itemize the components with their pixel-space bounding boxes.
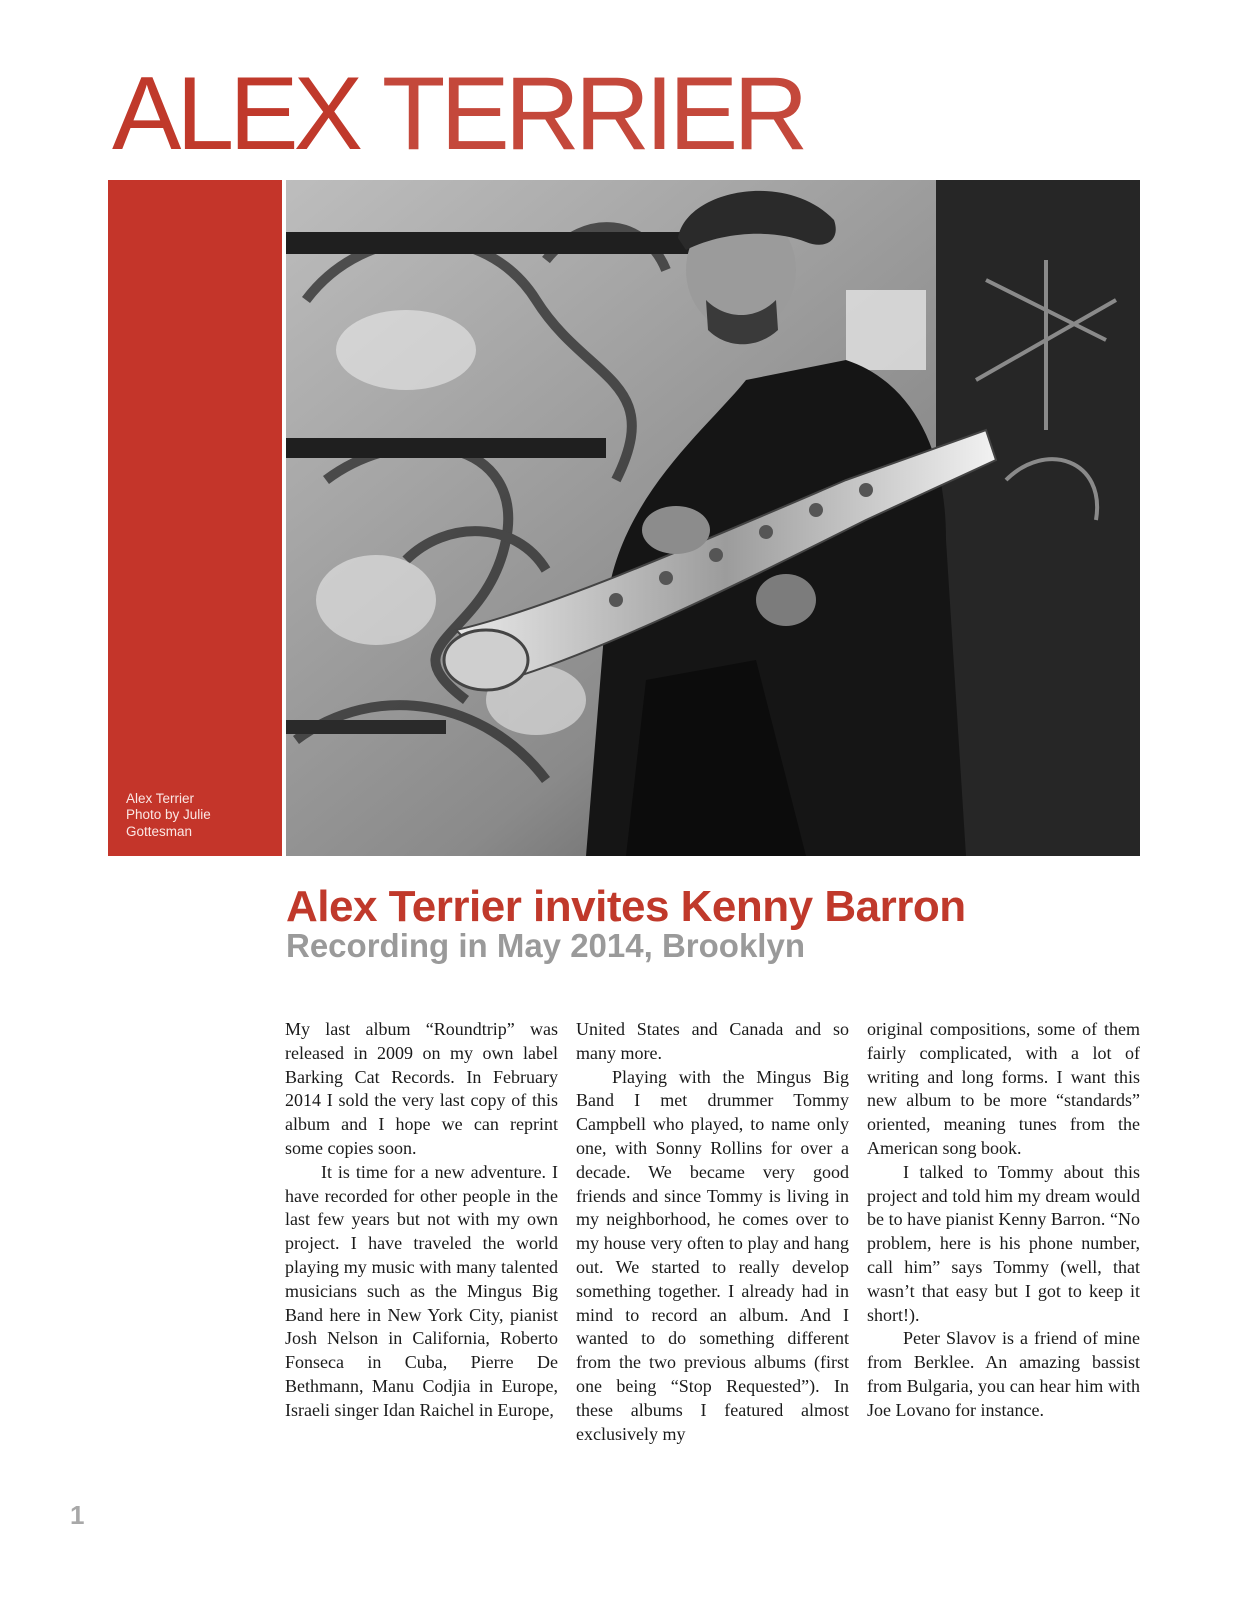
- paragraph: Peter Slavov is a friend of mine from Berklee. An amazing bassist from Bulgaria, you can hear him with Joe Lovano for instance.: [867, 1328, 1140, 1420]
- paragraph: I talked to Tommy about this project and told him my dream would be to have pianist Kenny Barron. “No problem, here is his phone number, call him” says Tommy (well, that wasn’t that easy but I got to keep it short!).: [867, 1161, 1140, 1325]
- paragraph: Playing with the Mingus Big Band I met drummer Tommy Campbell who played, to name only one, with Sonny Rollins for over a decade. We became very good friends and since Tommy is living in my neighborhood, he comes over to my house very often to play and hang out. We started to really develop something together. I already had in mind to record an album. And I wanted to do something different from the two previous albums (first one being “Stop Requested”). In these albums I featured almost exclusively my: [576, 1066, 849, 1444]
- paragraph: My last album “Roundtrip” was released in 2009 on my own label Barking Cat Records. In February 2014 I sold the very last copy of this album and I hope we can reprint some copies soon.: [285, 1019, 558, 1158]
- saxophonist-photo: [286, 180, 1140, 856]
- article-column-2: [576, 1018, 849, 1446]
- saxophonist-photo-illustration: [286, 180, 1140, 856]
- caption-line: Alex Terrier: [126, 790, 195, 806]
- paragraph: United States and Canada and so many more.: [576, 1019, 849, 1063]
- article-column-3: [867, 1018, 1140, 1423]
- magazine-masthead: [112, 56, 804, 172]
- caption-line: Photo by Julie: [126, 807, 211, 822]
- masthead-last-name: TERRIER: [381, 56, 804, 172]
- page-number: 1: [70, 1500, 85, 1530]
- paragraph: It is time for a new adventure. I have recorded for other people in the last few years but not with my own project. I have traveled the world playing my music with many talented musicians such as the Mingus Big Band here in New York City, pianist Josh Nelson in California, Roberto Fonseca in Cuba, Pierre De Bethmann, Manu Codjia in Europe, Israeli singer Idan Raichel in Europe,: [285, 1161, 558, 1420]
- masthead-first-name: ALEX: [112, 56, 358, 172]
- photo-caption: [126, 791, 266, 841]
- article-subhead: Recording in May 2014, Brooklyn: [286, 927, 805, 964]
- article-column-1: [285, 1018, 558, 1423]
- paragraph: original compositions, some of them fairly complicated, with a lot of writing and long forms. I want this new album to be more “standards” oriented, meaning tunes from the American song book.: [867, 1019, 1140, 1158]
- caption-line: Gottesman: [126, 823, 193, 839]
- article-headline: Alex Terrier invites Kenny Barron: [286, 882, 966, 931]
- photo-caption-panel: [108, 180, 282, 856]
